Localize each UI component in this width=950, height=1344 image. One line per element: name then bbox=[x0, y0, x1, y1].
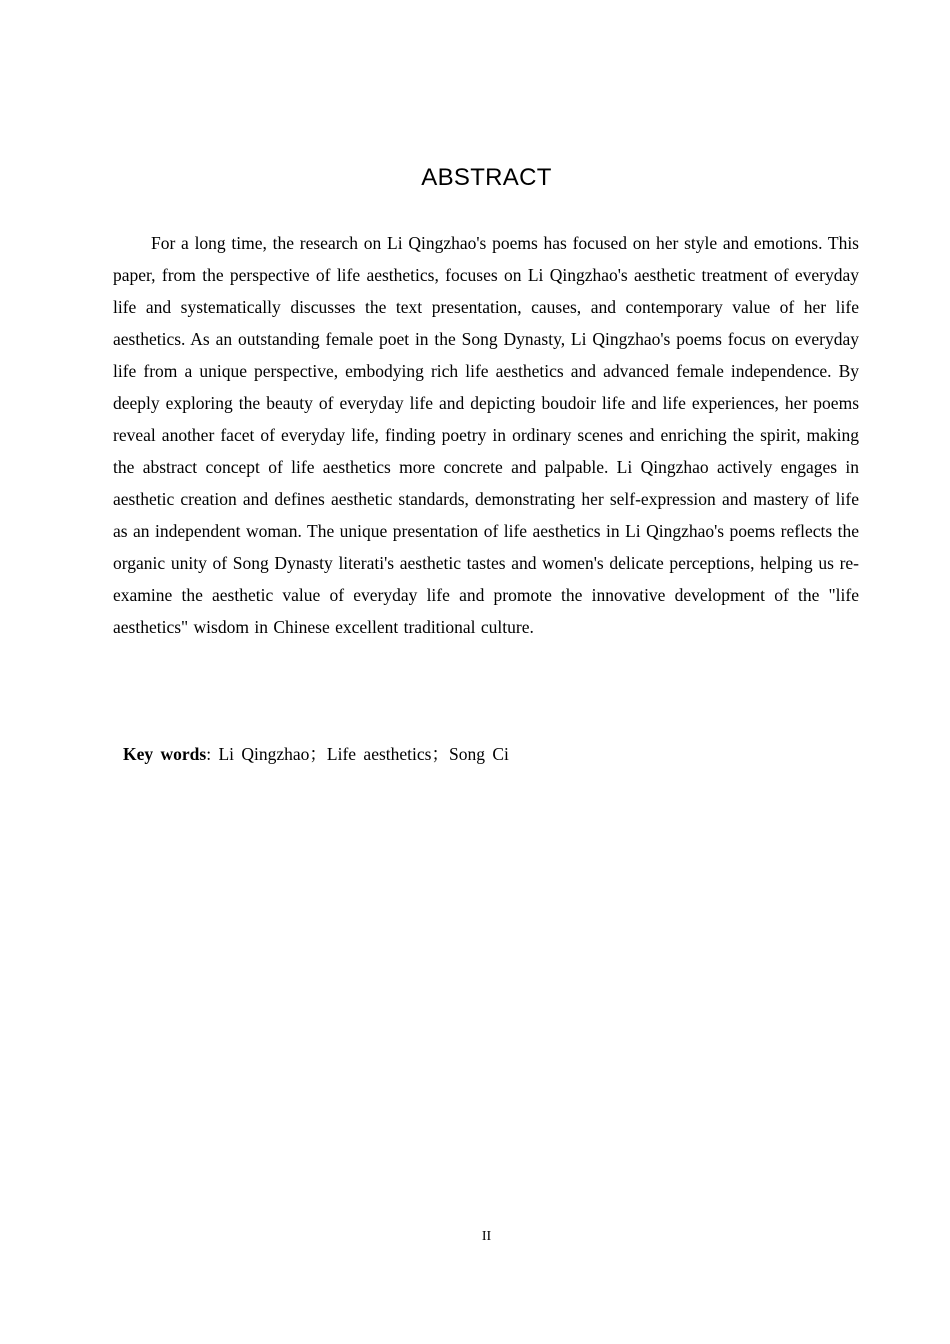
keywords-line bbox=[123, 738, 859, 770]
abstract-title: ABSTRACT bbox=[421, 164, 552, 191]
keywords-list: Li Qingzhao；Life aesthetics；Song Ci bbox=[218, 744, 509, 764]
page-number: II bbox=[481, 1229, 492, 1244]
abstract-paragraph: For a long time, the research on Li Qingzhao's poems has focused on her style and emotions. This paper, from the perspective of life aesthetics, focuses on Li Qingzhao's aesthetic treatment of everyday life and systematically discusses the text presentation, causes, and contemporary value of her life aesthetics. As an outstanding female poet in the Song Dynasty, Li Qingzhao's poems focus on everyday life from a unique perspective, embodying rich life aesthetics and advanced female independence. By deeply exploring the beauty of everyday life and depicting boudoir life and life experiences, her poems reveal another facet of everyday life, finding poetry in ordinary scenes and enriching the spirit, making the abstract concept of life aesthetics more concrete and palpable. Li Qingzhao actively engages in aesthetic creation and defines aesthetic standards, demonstrating her self-expression and mastery of life as an independent woman. The unique presentation of life aesthetics in Li Qingzhao's poems reflects the organic unity of Song Dynasty literati's aesthetic tastes and women's delicate perceptions, helping us re-examine the aesthetic value of everyday life and promote the innovative development of the "life aesthetics" wisdom in Chinese excellent traditional culture. bbox=[113, 233, 859, 637]
keywords-label: Key words bbox=[123, 744, 207, 764]
keywords-separator: : bbox=[206, 744, 212, 764]
